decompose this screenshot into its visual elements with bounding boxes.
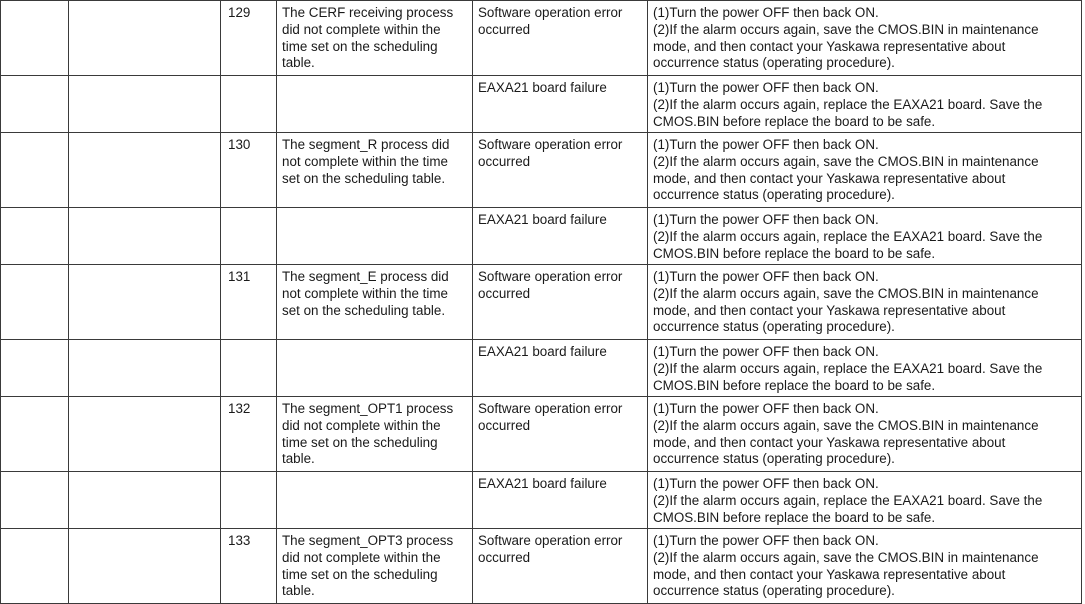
alarm-cause: Software operation error occurred bbox=[478, 401, 623, 433]
table-row bbox=[1, 1, 1082, 76]
remedy-cell bbox=[648, 265, 1082, 340]
alarm-code: 132 bbox=[228, 401, 251, 416]
cause-cell bbox=[473, 76, 648, 133]
blank-cell bbox=[69, 133, 221, 208]
blank-cell bbox=[69, 472, 221, 529]
alarm-cause: Software operation error occurred bbox=[478, 269, 623, 301]
alarm-code: 131 bbox=[228, 269, 251, 284]
alarm-cause: EAXA21 board failure bbox=[478, 80, 607, 95]
alarm-code-cell bbox=[221, 472, 277, 529]
alarm-description: The CERF receiving process did not complete within the time set on the scheduling table. bbox=[282, 5, 454, 71]
remedy-cell bbox=[648, 397, 1082, 472]
alarm-cause: EAXA21 board failure bbox=[478, 476, 607, 491]
alarm-remedy: (1)Turn the power OFF then back ON. (2)If the alarm occurs again, save the CMOS.BIN in maintenance mode, and then contact your Yaskawa representative about occurrence status (operating procedure). bbox=[653, 401, 1039, 467]
alarm-cause: Software operation error occurred bbox=[478, 137, 623, 169]
blank-cell bbox=[69, 265, 221, 340]
blank-cell bbox=[1, 133, 69, 208]
remedy-cell bbox=[648, 340, 1082, 397]
description-cell bbox=[277, 340, 473, 397]
cause-cell bbox=[473, 208, 648, 265]
blank-cell bbox=[69, 1, 221, 76]
blank-cell bbox=[69, 529, 221, 604]
alarm-code-cell bbox=[221, 397, 277, 472]
blank-cell bbox=[1, 529, 69, 604]
description-cell bbox=[277, 208, 473, 265]
blank-cell bbox=[1, 265, 69, 340]
alarm-code-cell bbox=[221, 1, 277, 76]
remedy-cell bbox=[648, 472, 1082, 529]
blank-cell bbox=[69, 397, 221, 472]
alarm-code-cell bbox=[221, 208, 277, 265]
alarm-description: The segment_OPT1 process did not complete within the time set on the scheduling table. bbox=[282, 401, 454, 467]
alarm-cause: Software operation error occurred bbox=[478, 533, 623, 565]
alarm-code-cell bbox=[221, 76, 277, 133]
cause-cell bbox=[473, 529, 648, 604]
description-cell bbox=[277, 472, 473, 529]
blank-cell bbox=[1, 1, 69, 76]
alarm-cause: Software operation error occurred bbox=[478, 5, 623, 37]
blank-cell bbox=[1, 472, 69, 529]
description-cell bbox=[277, 397, 473, 472]
remedy-cell bbox=[648, 1, 1082, 76]
blank-cell bbox=[1, 340, 69, 397]
alarm-code: 129 bbox=[228, 5, 251, 20]
alarm-description: The segment_OPT3 process did not complete within the time set on the scheduling table. bbox=[282, 533, 454, 599]
table-row bbox=[1, 397, 1082, 472]
alarm-remedy: (1)Turn the power OFF then back ON. (2)If the alarm occurs again, save the CMOS.BIN in maintenance mode, and then contact your Yaskawa representative about occurrence status (operating procedure). bbox=[653, 533, 1039, 599]
alarm-code-cell bbox=[221, 529, 277, 604]
alarm-description: The segment_R process did not complete within the time set on the scheduling table. bbox=[282, 137, 450, 186]
description-cell bbox=[277, 265, 473, 340]
table-row bbox=[1, 133, 1082, 208]
alarm-cause: EAXA21 board failure bbox=[478, 212, 607, 227]
description-cell bbox=[277, 529, 473, 604]
table-row bbox=[1, 472, 1082, 529]
table-row bbox=[1, 76, 1082, 133]
alarm-remedy: (1)Turn the power OFF then back ON. (2)If the alarm occurs again, replace the EAXA21 board. Save the CMOS.BIN before replace the board to be safe. bbox=[653, 344, 1043, 393]
blank-cell bbox=[1, 208, 69, 265]
description-cell bbox=[277, 133, 473, 208]
description-cell bbox=[277, 76, 473, 133]
alarm-code: 130 bbox=[228, 137, 251, 152]
alarm-code-cell bbox=[221, 340, 277, 397]
alarm-cause: EAXA21 board failure bbox=[478, 344, 607, 359]
description-cell bbox=[277, 1, 473, 76]
cause-cell bbox=[473, 472, 648, 529]
alarm-code-cell bbox=[221, 133, 277, 208]
alarm-remedy: (1)Turn the power OFF then back ON. (2)If the alarm occurs again, save the CMOS.BIN in maintenance mode, and then contact your Yaskawa representative about occurrence status (operating procedure). bbox=[653, 137, 1039, 203]
alarm-remedy: (1)Turn the power OFF then back ON. (2)If the alarm occurs again, save the CMOS.BIN in maintenance mode, and then contact your Yaskawa representative about occurrence status (operating procedure). bbox=[653, 5, 1039, 71]
table-row bbox=[1, 265, 1082, 340]
cause-cell bbox=[473, 265, 648, 340]
alarm-description: The segment_E process did not complete within the time set on the scheduling table. bbox=[282, 269, 449, 318]
alarm-remedy: (1)Turn the power OFF then back ON. (2)If the alarm occurs again, replace the EAXA21 board. Save the CMOS.BIN before replace the board to be safe. bbox=[653, 80, 1043, 129]
table-row bbox=[1, 529, 1082, 604]
remedy-cell bbox=[648, 208, 1082, 265]
blank-cell bbox=[1, 76, 69, 133]
alarm-code: 133 bbox=[228, 533, 251, 548]
cause-cell bbox=[473, 133, 648, 208]
cause-cell bbox=[473, 397, 648, 472]
blank-cell bbox=[69, 208, 221, 265]
table-row bbox=[1, 340, 1082, 397]
blank-cell bbox=[69, 340, 221, 397]
blank-cell bbox=[69, 76, 221, 133]
alarm-remedy: (1)Turn the power OFF then back ON. (2)If the alarm occurs again, save the CMOS.BIN in maintenance mode, and then contact your Yaskawa representative about occurrence status (operating procedure). bbox=[653, 269, 1039, 335]
remedy-cell bbox=[648, 76, 1082, 133]
table-row bbox=[1, 208, 1082, 265]
remedy-cell bbox=[648, 529, 1082, 604]
cause-cell bbox=[473, 1, 648, 76]
blank-cell bbox=[1, 397, 69, 472]
remedy-cell bbox=[648, 133, 1082, 208]
alarm-remedy: (1)Turn the power OFF then back ON. (2)If the alarm occurs again, replace the EAXA21 board. Save the CMOS.BIN before replace the board to be safe. bbox=[653, 476, 1043, 525]
alarm-code-cell bbox=[221, 265, 277, 340]
cause-cell bbox=[473, 340, 648, 397]
alarm-remedy: (1)Turn the power OFF then back ON. (2)If the alarm occurs again, replace the EAXA21 board. Save the CMOS.BIN before replace the board to be safe. bbox=[653, 212, 1043, 261]
